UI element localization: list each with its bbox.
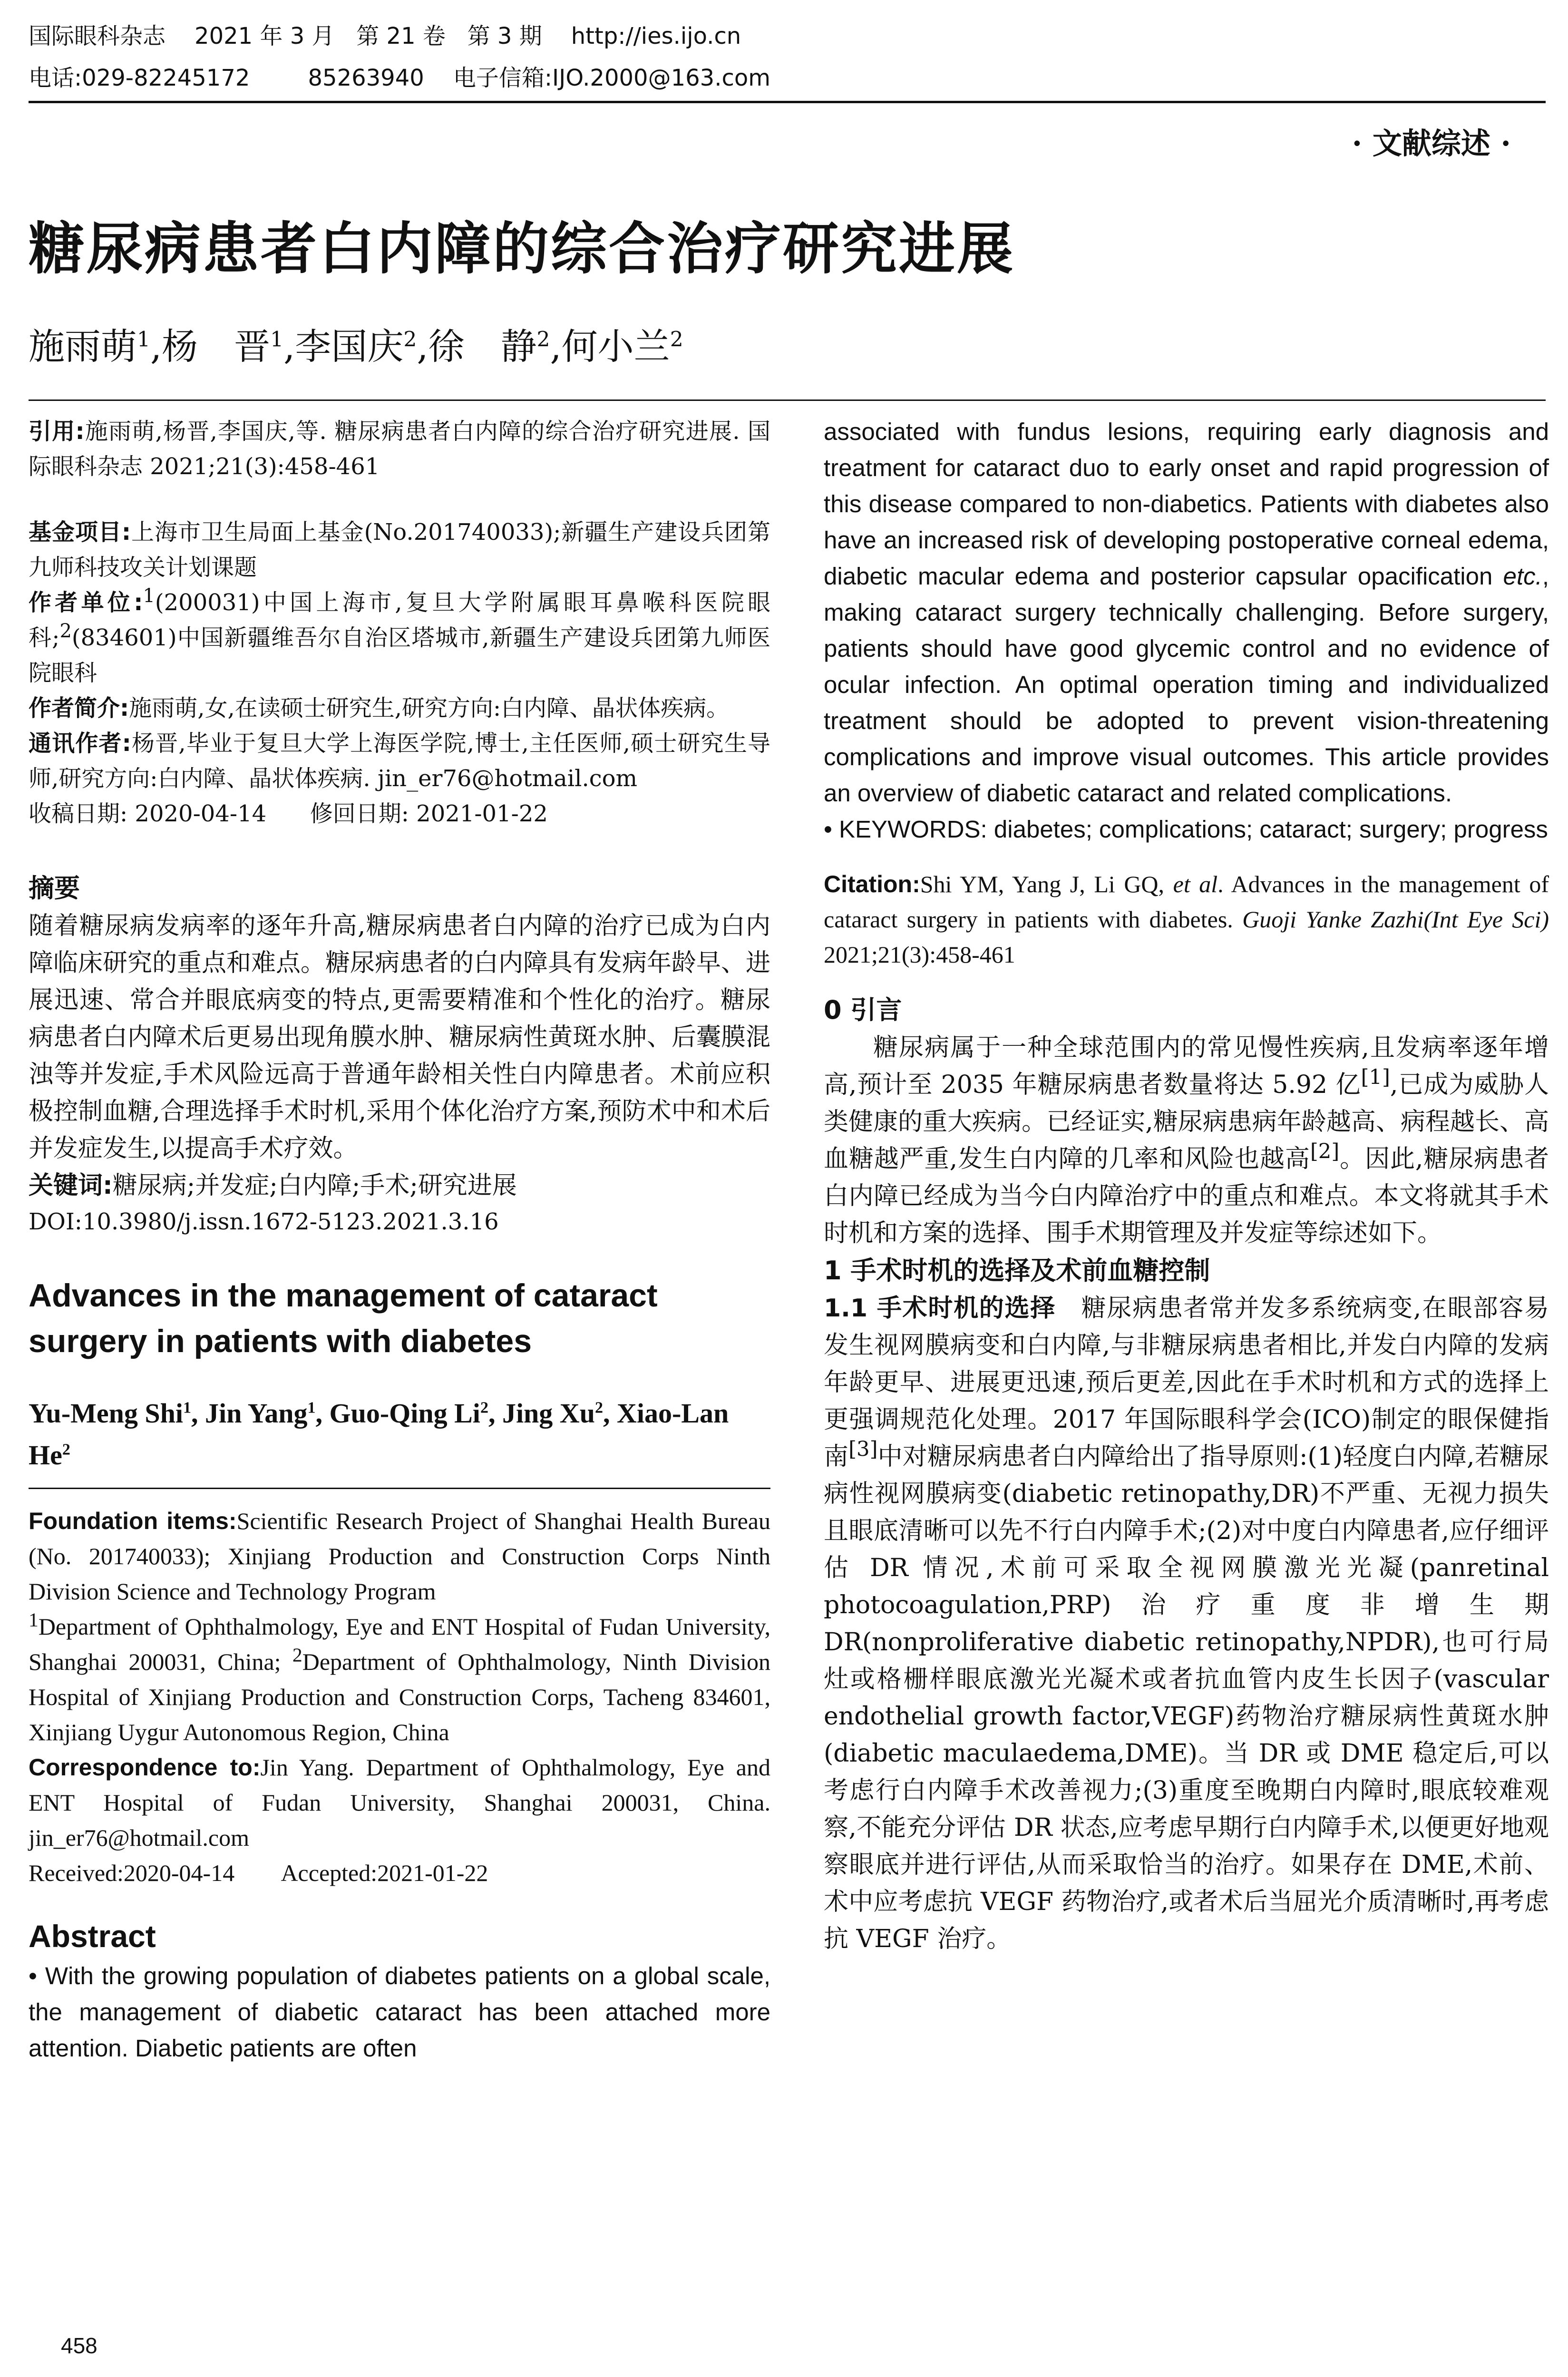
en-author-affiliation: 2 [480,1399,488,1417]
english-title: Advances in the management of cataract surgery in patients with diabetes [29,1277,658,1359]
ref-3[interactable]: [3] [848,1437,878,1461]
en-author-name: Jing Xu [502,1398,595,1429]
unit-zh-part2: (834601)中国新疆维吾尔自治区塔城市,新疆生产建设兵团第九师医院眼科 [29,624,770,686]
en-correspondence [29,1750,770,1855]
author-affiliation: 1 [137,327,150,352]
corr-zh-text: 杨晋,毕业于复旦大学上海医学院,博士,主任医师,硕士研究生导师,研究方向:白内障、晶状体疾病. jin_er76@hotmail.com [29,730,770,792]
right-column [824,414,1549,1958]
english-author-list: Yu-Meng Shi$^1$, Jin Yang$^1$, Guo-Qing Li$^2$, Jing Xu$^2$, Xiao-Lan He$^2$ [29,1398,729,1471]
fund-zh-label: 基金项目: [29,519,131,546]
en-author-affiliation: 1 [307,1399,316,1417]
doi[interactable]: DOI:10.3980/j.issn.1672-5123.2021.3.16 [29,1208,499,1235]
intro-text-a: 糖尿病属于一种全球范围内的常见慢性疾病,且发病率逐年增高,预计至 2035 年糖尿病患者数量将达 5.92 亿 [824,1033,1549,1099]
keywords-zh [29,1167,770,1204]
bio-zh [29,691,770,726]
dates-zh: 收稿日期: 2020-04-14 修回日期: 2021-01-22 [29,800,548,827]
en-author-name: Guo-Qing Li [329,1398,480,1429]
section-1-heading: 1 手术时机的选择及术前血糖控制 [824,1256,1210,1286]
en-citation-journal: Guoji Yanke Zazhi(Int Eye Sci) [1242,906,1549,933]
keywords-zh-text: 糖尿病;并发症;白内障;手术;研究进展 [112,1171,517,1200]
section-1-1-text-a: 糖尿病患者常并发多系统病变,在眼部容易发生视网膜病变和白内障,与非糖尿病患者相比,并发白内障的发病年龄更早、进展更迅速,预后更差,因此在手术时机和方式的选择上更强调规范化处理。2017 年国际眼科学会(ICO)制定的眼保健指南 [824,1294,1549,1471]
author-name: 施雨萌 [29,325,137,368]
section-1-1-label: 1.1 手术时机的选择 [824,1294,1056,1323]
en-author-name: Xiao-Lan He [29,1398,729,1471]
en-citation-a: Shi YM, Yang J, Li GQ, [920,871,1165,897]
bio-zh-text: 施雨萌,女,在读硕士研究生,研究方向:白内障、晶状体疾病。 [129,695,730,721]
citation-zh-text: 施雨萌,杨晋,李国庆,等. 糖尿病患者白内障的综合治疗研究进展. 国际眼科杂志 2021;21(3):458-461 [29,418,770,480]
en-corr-text: Jin Yang. Department of Ophthalmology, Eye and ENT Hospital of Fudan University, Shanghai 200031, China. jin_er76@hotmail.com [29,1754,770,1851]
journal-url[interactable]: http://ies.ijo.cn [571,23,741,49]
en-aff2-sup: 2 [292,1644,302,1666]
en-citation-c: 2021;21(3):458-461 [824,941,1015,968]
en-citation-etal: et al [1173,871,1218,897]
corr-zh [29,726,770,796]
en-abstract-heading: Abstract [29,1919,156,1954]
author-name: 徐 静 [428,325,537,368]
ref-1[interactable]: [1] [1361,1065,1390,1090]
en-author-name: Jin Yang [205,1398,308,1429]
en-affiliations [29,1609,770,1750]
ref-2[interactable]: [2] [1310,1140,1340,1164]
en-abstract-part2: associated with fundus lesions, requiring early diagnosis and treatment for cataract duo to early onset and rapid progression of this disease compared to non-diabetics. Patients with diabetes also have an increased risk of developing postoperative corneal edema, diabetic macular edema and posterior capsular opacification [824,418,1549,590]
abstract-zh-text: 随着糖尿病发病率的逐年升高,糖尿病患者白内障的治疗已成为白内障临床研究的重点和难点。糖尿病患者的白内障具有发病年龄早、进展迅速、常合并眼底病变的特点,更需要精准和个性化的治疗。糖尿病患者白内障术后更易出现角膜水肿、糖尿病性黄斑水肿、后囊膜混浊等并发症,手术风险远高于普通年龄相关性白内障患者。术前应积极控制血糖,合理选择手术时机,采用个体化治疗方案,预防术中和术后并发症发生,以提高手术疗效。 [29,912,771,1163]
en-aff1-sup: 1 [29,1609,39,1631]
en-author-affiliation: 1 [183,1399,192,1417]
en-author-affiliation: 2 [594,1399,603,1417]
en-foundation-label: Foundation items: [29,1508,237,1534]
journal-header-line-2 [29,65,770,91]
author-affiliation: 2 [670,327,683,352]
unit-zh-part1: (200031)中国上海市,复旦大学附属眼耳鼻喉科医院眼科; [29,589,770,651]
en-aff2-text: Department of Ophthalmology, Ninth Division Hospital of Xinjiang Production and Construction Corps, Tacheng 834601, Xinjiang Uygur Autonomous Region, China [29,1648,770,1745]
en-corr-label: Correspondence to: [29,1754,261,1781]
journal-issue: 2021 年 3 月 第 21 卷 第 3 期 [195,23,542,49]
page-number: 458 [61,2333,97,2358]
en-keywords: • KEYWORDS: diabetes; complications; cataract; surgery; progress [824,816,1548,843]
en-abstract-etc: etc. [1503,563,1542,590]
bio-zh-label: 作者简介: [29,695,129,721]
en-aff1-text: Department of Ophthalmology, Eye and ENT Hospital of Fudan University, Shanghai 200031, China; [29,1613,770,1675]
author-affiliation: 2 [403,327,417,352]
left-column [29,414,770,2066]
en-citation [824,867,1549,972]
en-citation-label: Citation: [824,871,920,897]
en-author-rule [29,1476,770,1489]
section-1-1-text-b: 中对糖尿病患者白内障给出了指导原则:(1)轻度白内障,若糖尿病性视网膜病变(diabetic retinopathy,DR)不严重、无视力损失且眼底清晰可以先不行白内障手术;(2)对中度白内障患者,应仔细评估 DR 情况,术前可采取全视网膜激光光凝(panretinal photocoagulation,PRP)治疗重度非增生期 DR(nonproliferative diabetic retinopathy,NPDR),也可行局灶或格栅样眼底激光光凝术或者抗血管内皮生长因子(vascular endothelial growth factor,VEGF)药物治疗糖尿病性黄斑水肿(diabetic maculaedema,DME)。当 DR 或 DME 稳定后,可以考虑行白内障手术改善视力;(3)重度至晚期白内障时,眼底较难观察,不能充分评估 DR 状态,应考虑早期行白内障手术,以便更好地观察眼底并进行评估,从而采取恰当的治疗。如果存在 DME,术前、术中应考虑抗 VEGF 药物治疗,或者术后当屈光介质清晰时,再考虑抗 VEGF 治疗。 [824,1442,1549,1953]
citation-zh-label: 引用: [29,418,85,445]
fund-zh-text: 上海市卫生局面上基金(No.201740033);新疆生产建设兵团第九师科技攻关计划课题 [29,519,770,581]
unit-zh [29,585,770,691]
author-affiliation: 1 [270,327,284,352]
unit-zh-sup1: 1 [143,585,155,607]
title-rule [29,399,1546,401]
page-title: 糖尿病患者白内障的综合治疗研究进展 [29,216,1015,282]
corr-zh-label: 通讯作者: [29,730,131,757]
author-name: 何小兰 [561,325,670,368]
section-1-1-paragraph [824,1290,1549,1958]
author-name: 杨 晋 [162,325,271,368]
en-abstract-continued [824,414,1549,811]
en-dates: Received:2020-04-14 Accepted:2021-01-22 [29,1860,488,1886]
unit-zh-label: 作者单位: [29,589,143,616]
en-foundation-text: Scientific Research Project of Shanghai Health Bureau (No. 201740033); Xinjiang Production and Construction Corps Ninth Division Science and Technology Program [29,1508,770,1605]
en-abstract-part1: • With the growing population of diabetes patients on a global scale, the management of diabetic cataract has been attached more attention. Diabetic patients are often [29,1962,770,2062]
journal-header-line-1 [29,23,741,49]
header-rule [29,101,1546,103]
en-foundation [29,1503,770,1609]
intro-heading: 0 引言 [824,995,902,1025]
en-citation-b: . Advances in the management of cataract surgery in patients with diabetes. [824,871,1549,933]
unit-zh-sup2: 2 [59,620,72,642]
author-affiliation: 2 [536,327,550,352]
citation-zh [29,414,770,484]
journal-email[interactable]: 电子信箱:IJO.2000@163.com [453,65,770,91]
en-abstract-part3: , making cataract surgery technically challenging. Before surgery, patients should have good glycemic control and no evidence of ocular infection. An optimal operation timing and individualized treatment should be adopted to prevent vision-threatening complications and improve visual outcomes. This article provides an overview of diabetic cataract and related complications. [824,563,1549,807]
intro-paragraph [824,1029,1549,1252]
journal-name: 国际眼科杂志 [29,23,166,49]
intro-text-c: 。因此,糖尿病患者白内障已经成为当今白内障治疗中的重点和难点。本文将就其手术时机和方案的选择、围手术期管理及并发症等综述如下。 [824,1145,1549,1247]
intro-text-b: ,已成为威胁人类健康的重大疾病。已经证实,糖尿病患病年龄越高、病程越长、高血糖越严重,发生白内障的几率和风险也越高 [824,1071,1549,1173]
section-tag: · 文献综述 · [1352,126,1511,161]
journal-phone: 电话:029-82245172 85263940 [29,65,424,91]
en-author-affiliation: 2 [62,1441,70,1459]
author-list: 施雨萌$^1$,杨 晋$^1$,李国庆$^2$,徐 静$^2$,何小兰$^2$ [29,325,683,368]
abstract-zh-heading: 摘要 [29,873,80,903]
keywords-zh-label: 关键词: [29,1171,113,1200]
en-author-name: Yu-Meng Shi [29,1398,184,1429]
fund-zh [29,515,770,585]
author-name: 李国庆 [295,325,404,368]
